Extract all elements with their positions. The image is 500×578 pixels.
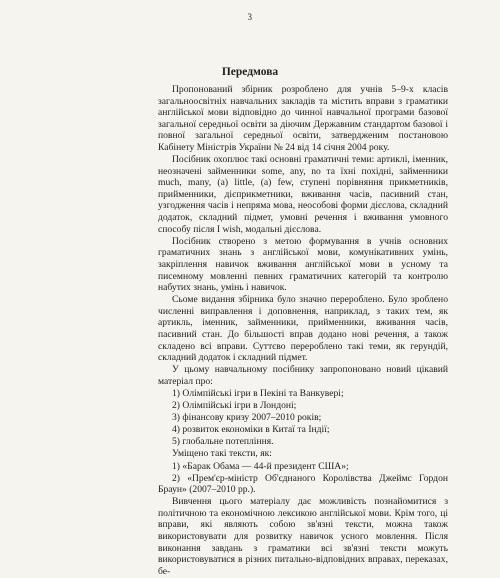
list-item: 5) глобальне потепління.: [172, 436, 274, 448]
list-item: 1) Олімпійські ігри в Пекіні та Ванкувері;: [172, 387, 344, 399]
list-item: 3) фінансову кризу 2007–2010 років;: [172, 412, 322, 424]
page-number: 3: [247, 12, 253, 22]
paragraph-study: Вивчення цього матеріалу дає можливість познайомитися з політичною та економічною лексикою англійської мови. Крім того, ці вправи, які являють собою зв'язні тексти, можна також використовувати для розвитку навичок усного мовлення. Після виконання завдань з граматики всі зв'язні тексти можуть використовуватися в різних питально-відповідних вправах, переказах, бе-: [158, 496, 448, 577]
paragraph-intro: Пропонований збірник розроблено для учнів 5–9-х класів загальноосвітніх навчальних закладів та містить вправи з граматики англійської мови відповідно до чинної навчальної програми базової загальної середньої освіти за діючим Державним стандартом базової і повної загальної середньої освіти, затвердженим постановою Кабінету Міністрів України № 24 від 14 січня 2004 року.: [158, 84, 448, 153]
list-item: 4) розвиток економіки в Китаї та Індії;: [172, 424, 330, 436]
paragraph-new-material: У цьому навчальному посібнику запропоновано новий цікавий матеріал про:: [158, 364, 448, 387]
paragraph-purpose: Посібник створено з метою формування в учнів основних граматичних знань з англійської мови, комунікативних умінь, закріплення навичок вживання англійської мови в усному та писемному мовленні певних граматичних категорій та контролю набутих знань, умінь і навичок.: [158, 235, 448, 294]
paragraph-topics: Посібник охоплює такі основні граматичні теми: артиклі, іменник, неозначені займенники some, any, no та їхні похідні, займенники much, many, (a) little, (a) few, ступені порівняння прикметників, прийменники, дієприкметники, вживання часів, пасивний стан, узгодження часів і непряма мова, неособові форми дієслова, складний додаток, складний підмет, умовні речення і вживання умовного способу після I wish, модальні дієслова.: [158, 154, 448, 235]
list-item: 2) «Прем'єр-міністр Об'єднаного Королівства Джеймс Гордон Браун» (2007–2010 рр.).: [158, 472, 448, 496]
paragraph-revision: Сьоме видання збірника було значно перероблено. Було зроблено численні виправлення і доповнення, наприклад, з таких тем, як артикль, іменник, займенники, прийменники, вживання часів, пасивний стан. До більшості вправ додано нові речення, а також складено всі вправи. Суттєво перероблено такі теми, як герундій, складний додаток і складний підмет.: [158, 294, 448, 364]
list-item: 1) «Барак Обама — 44-й президент США»;: [172, 460, 349, 472]
paragraph-texts-intro: Уміщено такі тексти, як:: [172, 448, 272, 460]
section-heading: Передмова: [221, 66, 279, 78]
list-item: 2) Олімпійські ігри в Лондоні;: [172, 400, 297, 412]
body-text: [158, 84, 448, 578]
